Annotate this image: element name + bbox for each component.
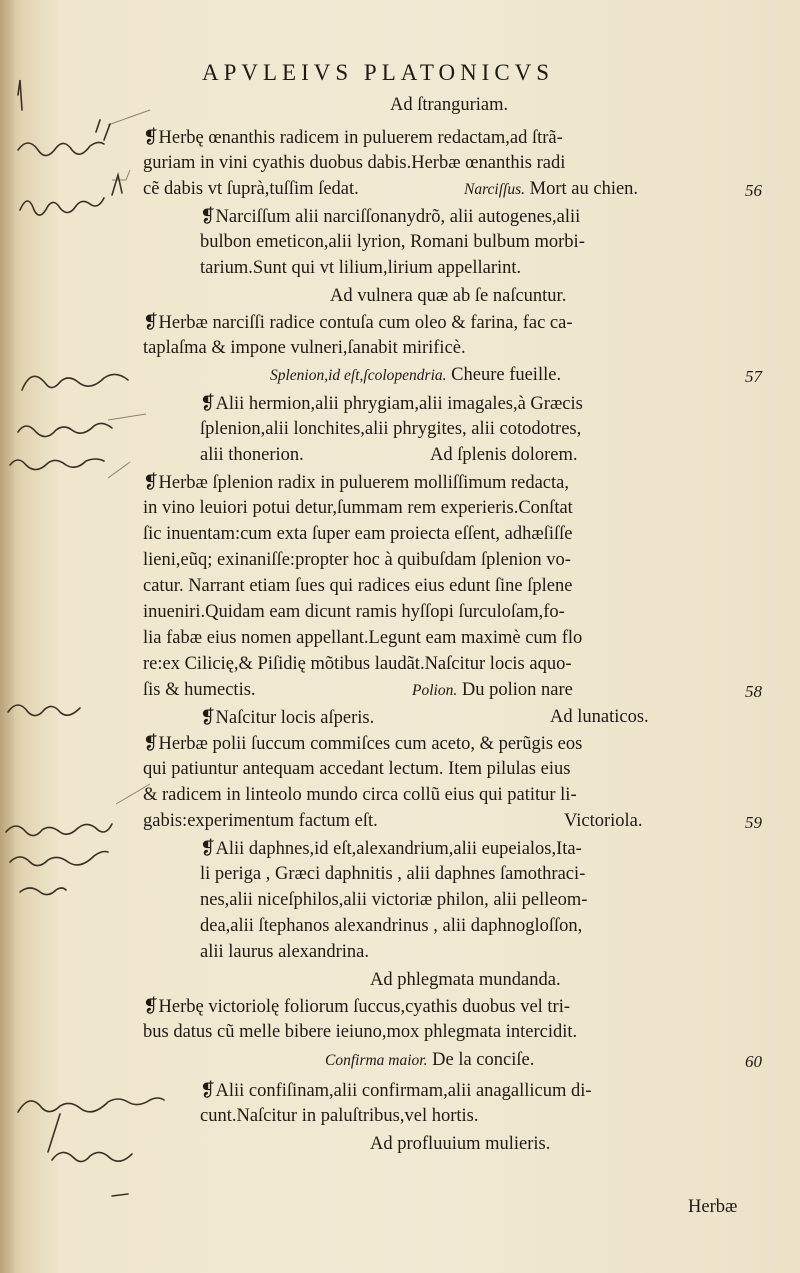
text-line: ❡Herbę victoriolę foliorum ſuccus,cyathis duobus vel tri- bbox=[143, 997, 571, 1017]
text-line: ❡Naſcitur locis aſperis. bbox=[200, 708, 375, 728]
text-line: Ad lunaticos. bbox=[550, 707, 649, 727]
text-line: guriam in vini cyathis duobus dabis.Herbæ œnanthis radi bbox=[143, 153, 566, 173]
herb-vernacular: Mort au chien. bbox=[525, 179, 639, 199]
text-line: lieni,eũq; exinaniſſe:propter hoc à quibuſdam ſplenion vo- bbox=[143, 550, 571, 570]
text-line: cẽ dabis vt ſuprà,tuſſim ſedat. bbox=[143, 179, 359, 199]
chapter-number: 56 bbox=[745, 181, 762, 200]
text-line: qui patiuntur antequam accedant lectum. Item pilulas eius bbox=[143, 759, 571, 779]
herb-vernacular: Victoriola. bbox=[564, 811, 643, 831]
text-line: ❡Alii confiſinam,alii confirmam,alii anagallicum di- bbox=[200, 1081, 592, 1101]
text-line: ❡Herbæ narciſſi radice contuſa cum oleo & farina, fac ca- bbox=[143, 313, 573, 333]
text-line: nes,alii niceſphilos,alii victoriæ philon, alii pelleom- bbox=[200, 890, 588, 910]
text-line: lia fabæ eius nomen appellant.Legunt eam maximè cum flo bbox=[143, 628, 583, 648]
herb-heading bbox=[564, 811, 643, 832]
chapter-number: 59 bbox=[745, 813, 762, 832]
text-line: taplaſma & impone vulneri,ſanabit mirificè. bbox=[143, 338, 466, 358]
text-line: ❡Alii daphnes,id eſt,alexandrium,alii eupeialos,Ita- bbox=[200, 839, 582, 859]
chapter-number: 60 bbox=[745, 1052, 762, 1071]
text-line: ſplenion,alii lonchites,alii phrygites, alii cotodotres, bbox=[200, 419, 582, 439]
text-line: Ad profluuium mulieris. bbox=[370, 1134, 551, 1154]
text-line: ❡Herbæ ſplenion radix in puluerem molliſſimum redacta, bbox=[143, 473, 569, 493]
text-line: in vino leuiori potui detur,ſummam rem experieris.Conſtat bbox=[143, 498, 573, 518]
herb-name-italic: Splenion,id eſt,ſcolopendria. bbox=[270, 367, 447, 384]
text-line: catur. Narrant etiam ſues qui radices eius edunt ſine ſplene bbox=[143, 576, 573, 596]
herb-vernacular: Du polion nare bbox=[457, 680, 573, 700]
catchword: Herbæ bbox=[688, 1197, 738, 1217]
herb-name-italic: Confirma maior. bbox=[325, 1052, 428, 1069]
text-line: bulbon emeticon,alii lyrion, Romani bulbum morbi- bbox=[200, 232, 585, 252]
herb-name-italic: Polion. bbox=[412, 682, 458, 699]
chapter-number: 58 bbox=[745, 682, 762, 701]
text-line: & radicem in linteolo mundo circa collũ eius qui patitur li- bbox=[143, 785, 577, 805]
text-line: re:ex Cilicię,& Piſidię mõtibus laudãt.Naſcitur locis aquo- bbox=[143, 654, 572, 674]
herb-heading bbox=[325, 1050, 534, 1071]
chapter-number: 57 bbox=[745, 367, 762, 386]
herb-vernacular: Cheure fueille. bbox=[446, 365, 562, 385]
text-line: ſic inuentam:cum exta ſuper eam proiecta eſſent, adhæſiſſe bbox=[143, 524, 573, 544]
text-line: gabis:experimentum factum eſt. bbox=[143, 811, 378, 831]
text-line: inueniri.Quidam eam dicunt ramis hyſſopi ſurculoſam,fo- bbox=[143, 602, 565, 622]
herb-name-italic: Narciſſus. bbox=[464, 181, 526, 198]
text-line: Ad ſplenis dolorem. bbox=[430, 445, 578, 465]
herb-heading bbox=[464, 179, 638, 200]
text-line: ❡Herbę œnanthis radicem in puluerem redactam,ad ſtrã- bbox=[143, 128, 563, 148]
text-line: alii thonerion. bbox=[200, 445, 304, 465]
running-head: APVLEIVS PLATONICVS bbox=[202, 60, 555, 85]
text-line: Ad vulnera quæ ab ſe naſcuntur. bbox=[330, 286, 567, 306]
herb-heading bbox=[412, 680, 573, 701]
text-line: cunt.Naſcitur in paluſtribus,vel hortis. bbox=[200, 1106, 479, 1126]
herb-vernacular: De la conciſe. bbox=[427, 1050, 535, 1070]
text-line: ❡Herbæ polii ſuccum commiſces cum aceto, & perũgis eos bbox=[143, 734, 583, 754]
text-line: ❡Narciſſum alii narciſſonanydrõ, alii autogenes,alii bbox=[200, 207, 581, 227]
text-line: bus datus cũ melle bibere ieiuno,mox phlegmata intercidit. bbox=[143, 1022, 578, 1042]
text-line: alii laurus alexandrina. bbox=[200, 942, 370, 962]
herb-heading bbox=[270, 365, 561, 386]
text-line: ❡Alii hermion,alii phrygiam,alii imagales,à Græcis bbox=[200, 394, 583, 414]
text-line: dea,alii ſtephanos alexandrinus , alii daphnogloſſon, bbox=[200, 916, 583, 936]
text-line: li periga , Græci daphnitis , alii daphnes ſamothraci- bbox=[200, 864, 586, 884]
binding-shadow bbox=[0, 0, 14, 1273]
text-line: tarium.Sunt qui vt lilium,lirium appellarint. bbox=[200, 258, 522, 278]
text-line: Ad ſtranguriam. bbox=[390, 95, 509, 115]
text-line: ſis & humectis. bbox=[143, 680, 256, 700]
text-line: Ad phlegmata mundanda. bbox=[370, 970, 561, 990]
